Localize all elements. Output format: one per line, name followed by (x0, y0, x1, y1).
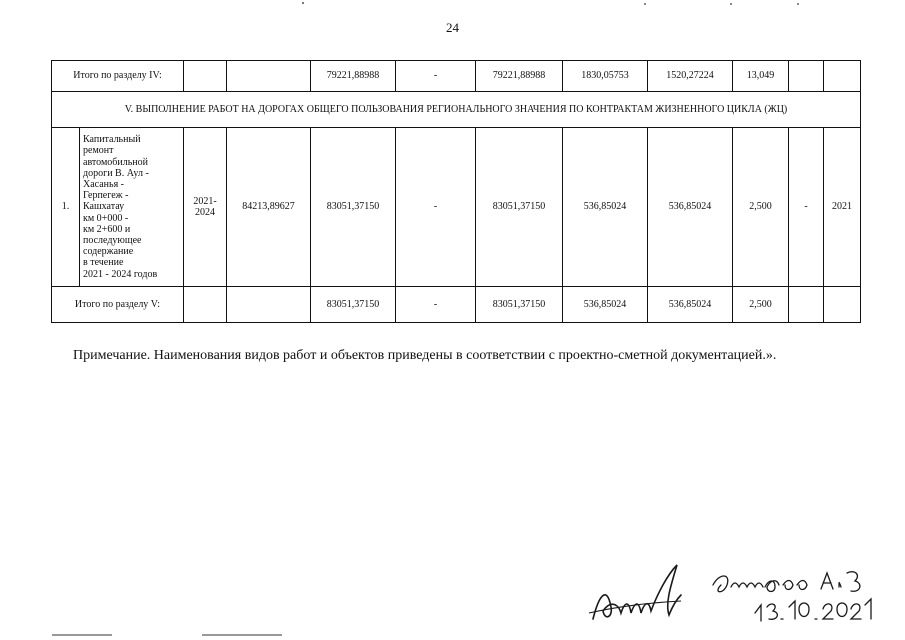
item-1-c3: 84213,89627 (227, 128, 311, 287)
total-v-label: Итого по разделу V: (52, 287, 184, 323)
total-iv-label: Итого по разделу IV: (52, 61, 184, 92)
item-1-name: Капитальный ремонт автомобильной дороги В. Аул - Хасанья - Герпегеж - Кашхатау км 0+000 - км 2+600 и последующее содержание в течение 2021 - 2024 годов (83, 134, 158, 280)
total-iv-c5: - (396, 61, 476, 92)
total-iv-c4: 79221,88988 (311, 61, 396, 92)
total-iv-c6: 79221,88988 (476, 61, 563, 92)
total-v-c11 (824, 287, 861, 323)
total-v-c3 (227, 287, 311, 323)
total-v-c2 (184, 287, 227, 323)
works-table (51, 60, 861, 323)
section-v-title: V. ВЫПОЛНЕНИЕ РАБОТ НА ДОРОГАХ ОБЩЕГО ПОЛЬЗОВАНИЯ РЕГИОНАЛЬНОГО ЗНАЧЕНИЯ ПО КОНТРАКТАМ ЖИЗНЕННОГО ЦИКЛА (ЖЦ) (52, 92, 861, 128)
total-iv-c11 (824, 61, 861, 92)
table-row-item-1 (52, 128, 861, 287)
table-row-section-v (52, 92, 861, 128)
page-number: 24 (446, 20, 459, 35)
total-v-c8: 536,85024 (648, 287, 733, 323)
item-1-years: 2021- 2024 (184, 128, 227, 287)
total-iv-c8: 1520,27224 (648, 61, 733, 92)
total-v-c6: 83051,37150 (476, 287, 563, 323)
item-1-number: 1. (52, 128, 80, 287)
table-row-total-v (52, 287, 861, 323)
total-iv-c3 (227, 61, 311, 92)
total-iv-c7: 1830,05753 (563, 61, 648, 92)
item-1-c7: 536,85024 (563, 128, 648, 287)
total-v-c4: 83051,37150 (311, 287, 396, 323)
footnote: Примечание. Наименования видов работ и объектов приведены в соответствии с проектно-сметной документацией.». (73, 348, 777, 363)
item-1-c4: 83051,37150 (311, 128, 396, 287)
total-iv-c10 (789, 61, 824, 92)
item-1-c10: - (789, 128, 824, 287)
item-1-c8: 536,85024 (648, 128, 733, 287)
item-1-c6: 83051,37150 (476, 128, 563, 287)
item-1-c9: 2,500 (733, 128, 789, 287)
total-iv-c9: 13,049 (733, 61, 789, 92)
item-1-c5: - (396, 128, 476, 287)
item-1-c11: 2021 (824, 128, 861, 287)
handwritten-signature (585, 555, 885, 635)
total-v-c7: 536,85024 (563, 287, 648, 323)
total-iv-c2 (184, 61, 227, 92)
total-v-c5: - (396, 287, 476, 323)
total-v-c9: 2,500 (733, 287, 789, 323)
total-v-c10 (789, 287, 824, 323)
table-row-total-iv (52, 61, 861, 92)
